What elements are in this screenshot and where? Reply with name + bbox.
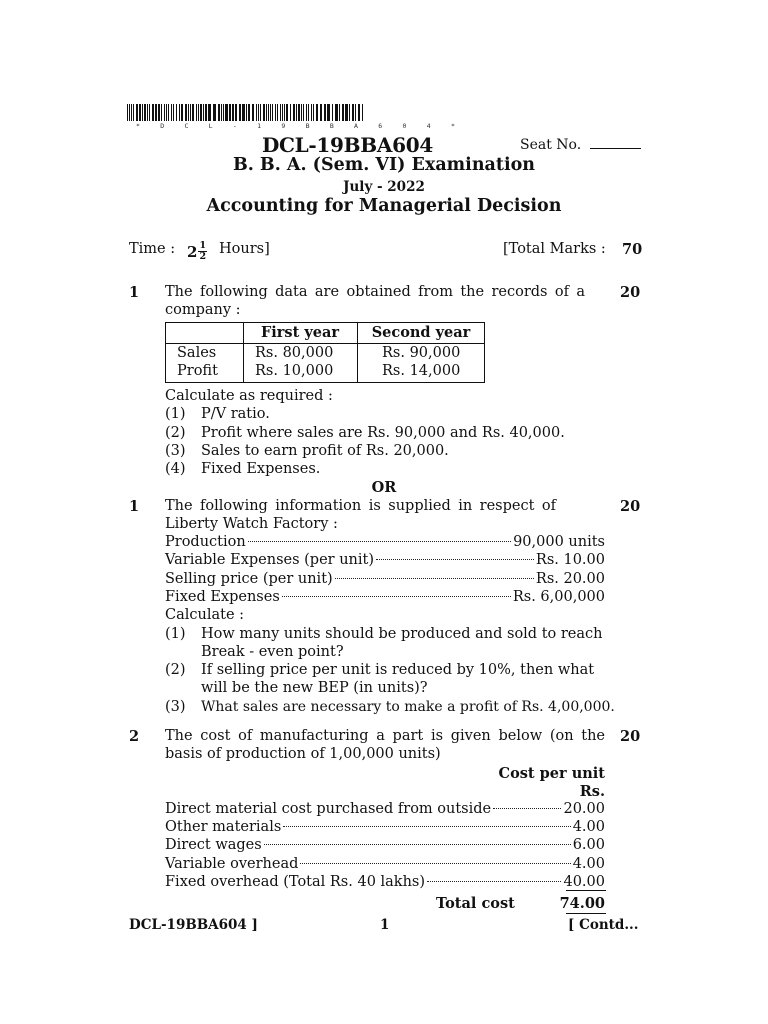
- cost-value: 40.00: [563, 874, 605, 890]
- data-table: [165, 322, 485, 383]
- question-text: basis of production of 1,00,000 units): [165, 746, 441, 762]
- list-item-text: will be the new BEP (in units)?: [201, 680, 428, 696]
- question-text: The following information is supplied in respect of: [165, 498, 556, 514]
- continued-label: [ Contd...: [568, 917, 639, 933]
- total-label: Total cost: [436, 895, 515, 912]
- cost-label: Direct wages: [165, 837, 262, 853]
- cost-value: 20.00: [563, 801, 605, 817]
- question-marks: 20: [620, 728, 641, 745]
- data-label: Fixed Expenses: [165, 589, 280, 605]
- list-item-number: (2): [165, 662, 186, 678]
- data-label: Variable Expenses (per unit): [165, 552, 375, 568]
- time-duration: [187, 241, 207, 262]
- cost-line: [165, 874, 605, 890]
- list-item-text: Fixed Expenses.: [201, 461, 321, 477]
- data-value: Rs. 10.00: [535, 552, 605, 568]
- table-header: First year: [260, 324, 340, 341]
- cost-line: [165, 801, 605, 817]
- list-item-text: P/V ratio.: [201, 406, 270, 422]
- barcode: [127, 104, 363, 121]
- time-numerator: 1: [199, 240, 207, 251]
- table-cell: Rs. 10,000: [255, 363, 334, 379]
- table-cell: Rs. 80,000: [255, 345, 334, 361]
- list-item-text: Sales to earn profit of Rs. 20,000.: [201, 443, 449, 459]
- table-cell: Sales: [177, 345, 217, 361]
- total-marks-value: 70: [622, 241, 643, 258]
- question-number: 1: [129, 498, 140, 515]
- table-cell: Rs. 90,000: [382, 345, 461, 361]
- data-line: [165, 589, 605, 605]
- data-value: Rs. 6,00,000: [512, 589, 605, 605]
- question-number: 1: [129, 284, 140, 301]
- cost-value: 4.00: [572, 819, 605, 835]
- cost-value: 6.00: [572, 837, 605, 853]
- cost-line: [165, 819, 605, 835]
- data-label: Selling price (per unit): [165, 571, 333, 587]
- question-marks: 20: [620, 284, 641, 301]
- barcode-text: * D C L - 1 9 B B A 6 0 4 *: [136, 122, 464, 130]
- time-unit: Hours]: [219, 241, 270, 257]
- list-item-text: If selling price per unit is reduced by 10%, then what: [201, 662, 595, 678]
- or-divider: OR: [371, 479, 397, 496]
- table-header: Second year: [371, 324, 471, 341]
- list-item-text: Profit where sales are Rs. 90,000 and Rs. 40,000.: [201, 425, 565, 441]
- cost-label: Direct material cost purchased from outside: [165, 801, 492, 817]
- cost-label: Other materials: [165, 819, 282, 835]
- question-text: Liberty Watch Factory :: [165, 516, 338, 532]
- time-label: Time :: [129, 241, 176, 257]
- instruction-text: Calculate :: [165, 607, 245, 623]
- page-number: 1: [380, 917, 390, 933]
- list-item-number: (3): [165, 443, 186, 459]
- data-line: [165, 534, 605, 550]
- list-item-text: What sales are necessary to make a profit of Rs. 4,00,000.: [201, 699, 615, 715]
- subject-title: Accounting for Managerial Decision: [206, 196, 562, 216]
- footer-paper-code: DCL-19BBA604 ]: [129, 917, 258, 933]
- list-item-number: (1): [165, 626, 186, 642]
- column-header: Cost per unit: [498, 765, 605, 782]
- question-text: company :: [165, 302, 241, 318]
- question-marks: 20: [620, 498, 641, 515]
- exam-date: July - 2022: [343, 179, 425, 195]
- cost-line: [165, 837, 605, 853]
- table-cell: Rs. 14,000: [382, 363, 461, 379]
- total-marks-label: [Total Marks :: [503, 241, 606, 257]
- cost-label: Variable overhead: [165, 856, 299, 872]
- data-line: [165, 571, 605, 587]
- table-cell: Profit: [177, 363, 218, 379]
- data-label: Production: [165, 534, 246, 550]
- cost-value: 4.00: [572, 856, 605, 872]
- seat-number-label: Seat No.: [520, 137, 582, 153]
- time-whole: 2: [187, 242, 198, 261]
- exam-title: B. B. A. (Sem. VI) Examination: [232, 155, 536, 175]
- question-text: The following data are obtained from the records of a: [165, 284, 585, 300]
- question-number: 2: [129, 728, 140, 745]
- cost-label: Fixed overhead (Total Rs. 40 lakhs): [165, 874, 426, 890]
- list-item-text: Break - even point?: [201, 644, 344, 660]
- question-text: The cost of manufacturing a part is given below (on the: [165, 728, 605, 744]
- data-value: 90,000 units: [513, 534, 605, 550]
- cost-line: [165, 856, 605, 872]
- list-item-number: (3): [165, 699, 186, 715]
- list-item-number: (2): [165, 425, 186, 441]
- total-value: 74.00: [559, 895, 605, 912]
- time-denominator: 2: [199, 251, 207, 262]
- data-line: [165, 552, 605, 568]
- list-item-number: (1): [165, 406, 186, 422]
- paper-code: DCL-19BBA604: [262, 133, 433, 157]
- instruction-text: Calculate as required :: [165, 388, 333, 404]
- list-item-text: How many units should be produced and sold to reach: [201, 626, 603, 642]
- column-header: Rs.: [579, 783, 605, 800]
- total-rule: [566, 890, 606, 891]
- time-fraction: [198, 241, 207, 262]
- total-rule: [566, 913, 606, 914]
- data-value: Rs. 20.00: [535, 571, 605, 587]
- seat-number-blank: [590, 148, 641, 149]
- list-item-number: (4): [165, 461, 186, 477]
